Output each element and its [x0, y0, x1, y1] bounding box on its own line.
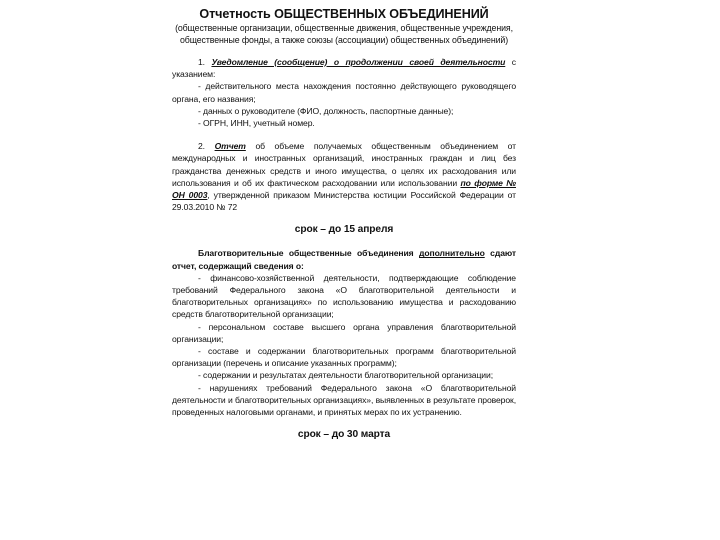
document-body	[172, 6, 516, 452]
section-2-number: 2.	[198, 141, 205, 152]
section-3-intro-tail: сдают отчет, содержащий сведения о:	[172, 248, 517, 271]
section-1-item: - действительного места нахождения постоянно действующего руководящего органа, его названия;	[172, 81, 516, 104]
document-subtitle: (общественные организации, общественные движения, общественные учреждения, общественные фонды, а также союзы (ассоциации) общественных объединений)	[175, 23, 513, 45]
section-3-item: - персональном составе высшего органа управления благотворительной организации;	[172, 321, 516, 344]
section-3-item: - содержании и результатах деятельности благотворительной организации;	[198, 370, 493, 381]
section-1-number: 1.	[198, 57, 205, 67]
section-2-body-tail: , утвержденной приказом Министерства юстиции Российской Федерации от 29.03.2010 № 72	[172, 190, 517, 213]
section-3-intro	[172, 247, 516, 271]
section-2-form-reference: по форме № ОН 0003	[172, 177, 516, 201]
section-3-intro-text: Благотворительные общественные объединения	[198, 248, 419, 259]
document-title: Отчетность ОБЩЕСТВЕННЫХ ОБЪЕДИНЕНИЙ	[199, 7, 489, 21]
section-3-item: - финансово-хозяйственной деятельности, подтверждающие соблюдение требований Федерального закона «О благотворительной деятельности и благотворительных организациях» по использованию имущества и расходованию средств благотворительной организации;	[172, 272, 516, 320]
section-3-item: - составе и содержании благотворительных программ благотворительной организации (перечень и описание указанных программ);	[172, 346, 516, 369]
section-2-paragraph	[172, 140, 516, 213]
section-3-item: - нарушениях требований Федерального закона «О благотворительной деятельности и благотворительных организациях», выявленных в результате проверок, проведенных налоговыми органами, и принятых мерах по их устранению.	[172, 382, 516, 418]
section-1-item: - данных о руководителе (ФИО, должность, паспортные данные);	[198, 105, 454, 116]
deadline-april: срок – до 15 апреля	[294, 224, 394, 236]
section-2-body: об объеме получаемых общественным объединением от международных и иностранных организаций, иностранных граждан и лиц без гражданства денежных средств и иного имущества, о целях их расходования или использования и об их фактическом расходовании или использовании	[172, 141, 516, 188]
deadline-march: срок – до 30 марта	[297, 429, 391, 441]
section-1-heading	[172, 56, 516, 80]
section-1-title: Уведомление (сообщение) о продолжении своей деятельности	[211, 57, 506, 67]
section-1-title-tail: с указанием:	[172, 57, 516, 80]
section-1-item: - ОГРН, ИНН, учетный номер.	[198, 118, 315, 129]
section-2-title: Отчет	[214, 141, 246, 152]
section-3-intro-underlined: дополнительно	[419, 248, 485, 259]
